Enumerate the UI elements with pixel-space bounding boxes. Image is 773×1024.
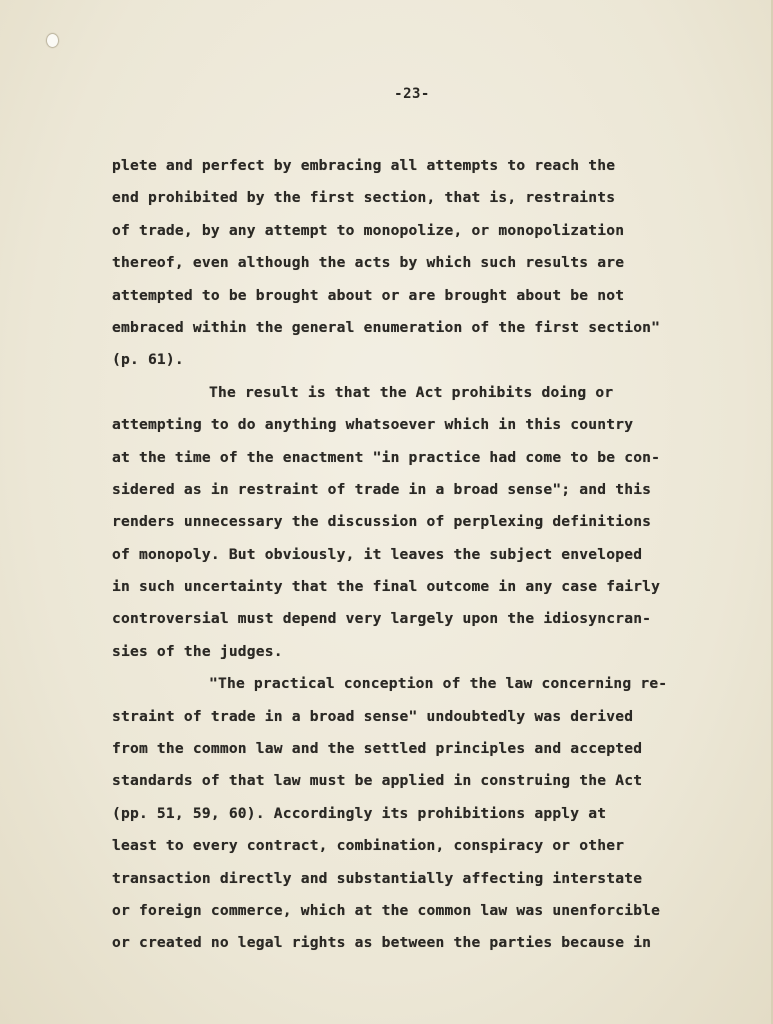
text-line: least to every contract, combination, conspiracy or other [112,837,625,855]
text-line: (pp. 51, 59, 60). Accordingly its prohibitions apply at [112,804,607,822]
text-line: (p. 61). [112,351,184,369]
text-line: controversial must depend very largely upon the idiosyncran- [112,610,652,628]
text-line: attempted to be brought about or are brought about be not [112,286,625,304]
body-text [112,150,712,960]
text-line: in such uncertainty that the final outcome in any case fairly [112,578,661,596]
text-line: sies of the judges. [112,642,283,660]
text-line: at the time of the enactment "in practice had come to be con- [112,448,661,466]
text-line: of trade, by any attempt to monopolize, or monopolization [112,221,625,239]
text-line: or created no legal rights as between the parties because in [112,934,652,952]
text-line: straint of trade in a broad sense" undoubtedly was derived [112,707,634,725]
text-line: or foreign commerce, which at the common law was unenforcible [112,901,661,919]
punch-hole [47,34,58,47]
text-line: renders unnecessary the discussion of perplexing definitions [112,513,652,531]
page-number: -23- [394,86,430,102]
text-line: The result is that the Act prohibits doing or [209,383,614,401]
text-line: embraced within the general enumeration of the first section" [112,318,661,336]
text-line: "The practical conception of the law concerning re- [209,675,668,693]
text-line: thereof, even although the acts by which such results are [112,254,625,272]
text-line: attempting to do anything whatsoever which in this country [112,416,634,434]
text-line: standards of that law must be applied in construing the Act [112,772,643,790]
text-line: sidered as in restraint of trade in a broad sense"; and this [112,480,652,498]
text-line: plete and perfect by embracing all attempts to reach the [112,157,616,174]
text-line: end prohibited by the first section, that is, restraints [112,189,616,207]
text-line: transaction directly and substantially affecting interstate [112,869,643,887]
text-line: from the common law and the settled principles and accepted [112,740,643,758]
text-line: of monopoly. But obviously, it leaves the subject enveloped [112,545,643,563]
